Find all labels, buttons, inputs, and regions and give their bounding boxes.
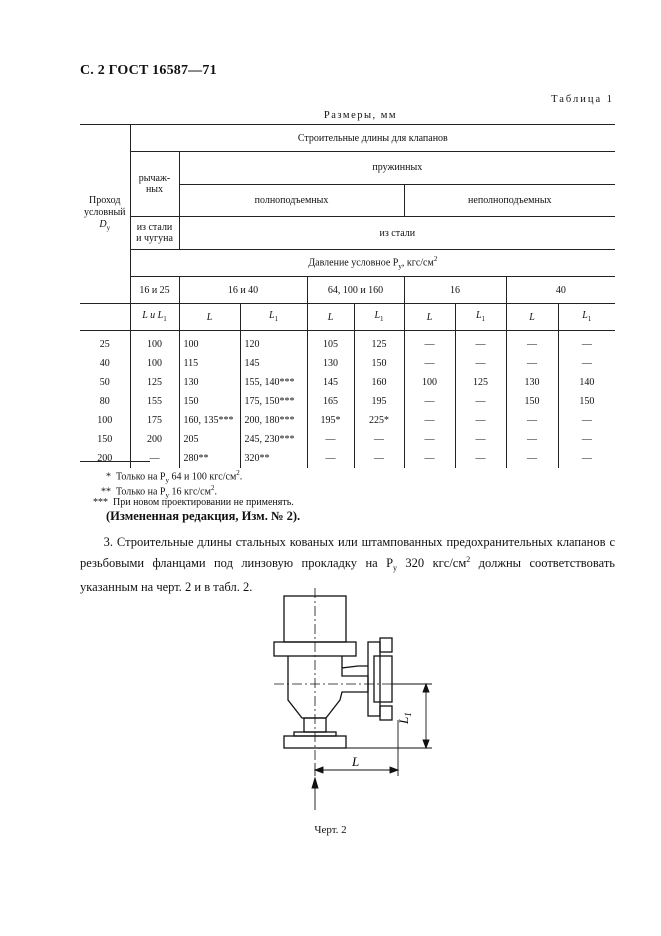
header-pressure: Давление условное $P_у$, кгс/$см^2$ <box>130 250 615 277</box>
table-cell: — <box>404 449 455 468</box>
table-cell: 225* <box>354 411 404 430</box>
table-sizes-caption: Размеры, мм <box>323 110 398 121</box>
header-pressure-16-25: 16 и 25 <box>130 277 179 304</box>
table-cell: 130 <box>179 373 240 392</box>
table-cell: 175 <box>130 411 179 430</box>
table-cell: 125 <box>455 373 506 392</box>
header-l: L <box>179 304 240 331</box>
footnote-2: ** Только на $P_у$ 16 кгс/$см^2$. <box>101 484 217 500</box>
table-cell: — <box>354 449 404 468</box>
table-cell: 280** <box>179 449 240 468</box>
table-cell: — <box>558 449 615 468</box>
table-cell: — <box>506 411 558 430</box>
table-cell: — <box>558 411 615 430</box>
header-l1: $L_1$ <box>455 304 506 331</box>
table-cell: 205 <box>179 430 240 449</box>
row-bore: 100 <box>80 411 130 430</box>
table-row <box>80 449 615 468</box>
table-cell: 125 <box>130 373 179 392</box>
table-cell: 160 <box>354 373 404 392</box>
table-cell: — <box>455 449 506 468</box>
row-bore: 40 <box>80 354 130 373</box>
table-cell: — <box>404 392 455 411</box>
table-cell: 145 <box>240 354 307 373</box>
table-cell: — <box>455 331 506 355</box>
header-l: L <box>506 304 558 331</box>
table-cell: 120 <box>240 331 307 355</box>
table-cell: 100 <box>130 331 179 355</box>
table-cell: 165 <box>307 392 354 411</box>
table-cell: 115 <box>179 354 240 373</box>
table-cell: — <box>506 449 558 468</box>
table-cell: 130 <box>506 373 558 392</box>
table-row <box>80 392 615 411</box>
table-cell: 100 <box>179 331 240 355</box>
table-cell: — <box>558 430 615 449</box>
valve-drawing <box>250 588 440 813</box>
table-cell: — <box>404 430 455 449</box>
row-bore: 80 <box>80 392 130 411</box>
table-cell: — <box>404 331 455 355</box>
table-cell: 320** <box>240 449 307 468</box>
table-cell: 150 <box>506 392 558 411</box>
table-number: Таблица 1 <box>551 94 614 105</box>
row-bore: 50 <box>80 373 130 392</box>
header-blank <box>80 304 130 331</box>
table-row <box>80 373 615 392</box>
table-cell: — <box>455 430 506 449</box>
table-cell: 105 <box>307 331 354 355</box>
lengths-table <box>80 124 615 468</box>
table-cell: 100 <box>404 373 455 392</box>
header-l: L <box>404 304 455 331</box>
table-cell: 145 <box>307 373 354 392</box>
table-cell: 155, 140*** <box>240 373 307 392</box>
label-l: L <box>352 754 360 769</box>
table-cell: 125 <box>354 331 404 355</box>
table-cell: — <box>506 430 558 449</box>
header-lever: рычаж- ных <box>130 152 179 217</box>
header-material-steel: из стали <box>179 217 615 250</box>
table-cell: — <box>558 354 615 373</box>
table-cell: 195 <box>354 392 404 411</box>
table-row <box>80 430 615 449</box>
table-cell: — <box>455 411 506 430</box>
header-l1: $L_1$ <box>354 304 404 331</box>
table-cell: 175, 150*** <box>240 392 307 411</box>
header-partial-lift: неполноподъемных <box>404 184 615 217</box>
row-bore: 25 <box>80 331 130 355</box>
table-row <box>80 354 615 373</box>
table-cell: 100 <box>130 354 179 373</box>
table-cell: 200, 180*** <box>240 411 307 430</box>
table-cell: 150 <box>179 392 240 411</box>
change-note: (Измененная редакция, Изм. № 2). <box>106 509 301 523</box>
table-cell: — <box>455 392 506 411</box>
table-cell: — <box>558 331 615 355</box>
table-cell: 130 <box>307 354 354 373</box>
table-cell: — <box>506 354 558 373</box>
header-spring: пружинных <box>179 152 615 185</box>
header-pressure-40: 40 <box>506 277 615 304</box>
table-cell: — <box>455 354 506 373</box>
row-bore: 200 <box>80 449 130 468</box>
drawing-caption: Черт. 2 <box>314 824 347 836</box>
header-pressure-16: 16 <box>404 277 506 304</box>
table-cell: — <box>404 354 455 373</box>
table-cell: — <box>354 430 404 449</box>
table-cell: 140 <box>558 373 615 392</box>
table-cell: 195* <box>307 411 354 430</box>
table-cell: 200 <box>130 430 179 449</box>
footnote-separator <box>80 461 150 462</box>
table-cell: 150 <box>354 354 404 373</box>
header-l: L <box>307 304 354 331</box>
table-cell: 150 <box>558 392 615 411</box>
table-cell: — <box>130 449 179 468</box>
header-material-lever: из стали и чугуна <box>130 217 179 250</box>
footnote-1: * Только на $P_у$ 64 и 100 кгс/$см^2$. <box>106 469 243 485</box>
table-row <box>80 411 615 430</box>
header-l1: $L_1$ <box>558 304 615 331</box>
header-l1: $L_1$ <box>240 304 307 331</box>
table-cell: — <box>404 411 455 430</box>
row-bore: 150 <box>80 430 130 449</box>
table-cell: 160, 135*** <box>179 411 240 430</box>
table-body <box>80 331 615 469</box>
footnote-3: *** При новом проектировании не применять. <box>93 497 294 508</box>
header-l-and-l1: L и $L_1$ <box>130 304 179 331</box>
table-cell: 155 <box>130 392 179 411</box>
header-group: Строительные длины для клапанов <box>130 125 615 152</box>
header-pressure-64-160: 64, 100 и 160 <box>307 277 404 304</box>
header-nominal-bore: Проход условный $D_у$ <box>80 125 130 304</box>
table-cell: 245, 230*** <box>240 430 307 449</box>
header-pressure-16-40: 16 и 40 <box>179 277 307 304</box>
paragraph-3: 3. Строительные длины стальных кованых или штампованных предохранительных клапанов с резьбовыми фланцами под линзовую прокладку на $P_у$ 320 кгс/$см^2$ должны соответствовать указанным на черт. 2 и в табл. 2. <box>80 535 615 594</box>
label-l1: $L_1$ <box>396 712 413 724</box>
page-title: С. 2 ГОСТ 16587—71 <box>80 63 217 78</box>
header-full-lift: полноподъемных <box>179 184 404 217</box>
table-cell: — <box>307 430 354 449</box>
table-cell: — <box>307 449 354 468</box>
table-row <box>80 331 615 355</box>
table-cell: — <box>506 331 558 355</box>
